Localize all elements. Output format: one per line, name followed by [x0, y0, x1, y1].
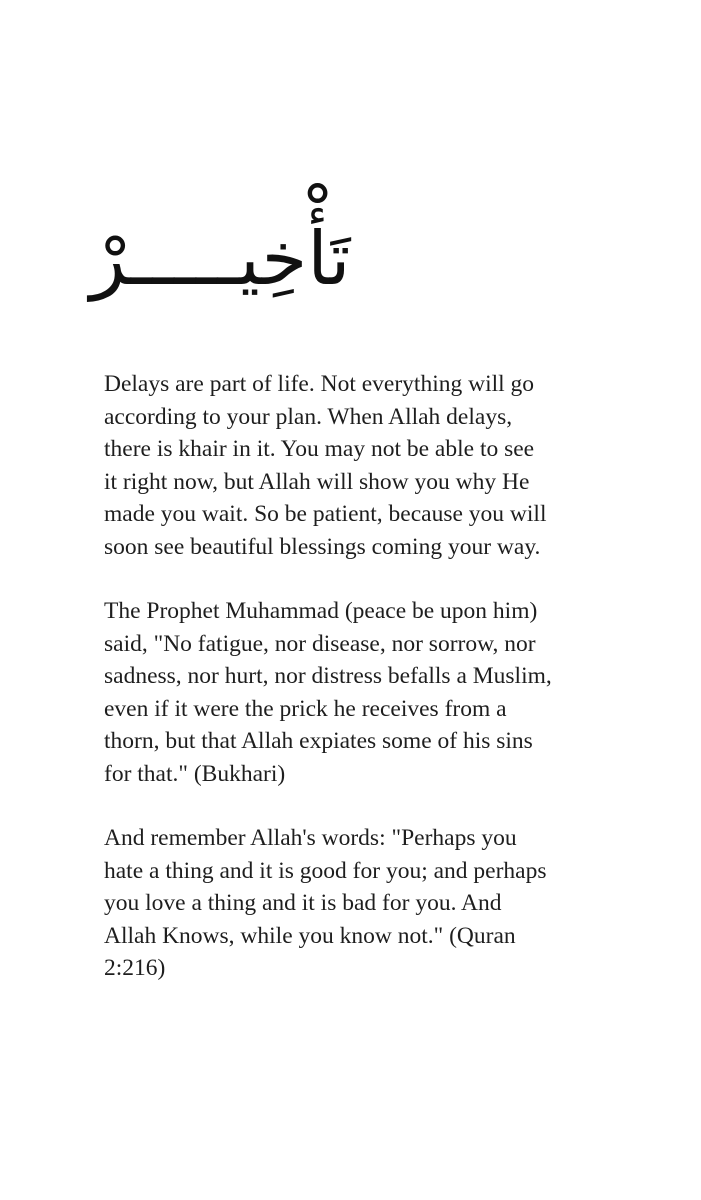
arabic-title: تَأْخِيـــــرْ	[90, 216, 351, 302]
paragraph-hadith: The Prophet Muhammad (peace be upon him) said, "No fatigue, nor disease, nor sorrow, nor sadness, nor hurt, nor distress befalls a Muslim, even if it were the prick he receives from a thorn, but that Allah expiates some of his sins for that." (Bukhari)	[104, 598, 552, 787]
body-text	[104, 368, 604, 1017]
paragraph-delays: Delays are part of life. Not everything will go according to your plan. When Allah delays, there is khair in it. You may not be able to see it right now, but Allah will show you why He made you wait. So be patient, because you will soon see beautiful blessings coming your way.	[104, 371, 547, 560]
paragraph-quran: And remember Allah's words: "Perhaps you hate a thing and it is good for you; and perhaps you love a thing and it is bad for you. And Allah Knows, while you know not." (Quran 2:216)	[104, 825, 547, 981]
